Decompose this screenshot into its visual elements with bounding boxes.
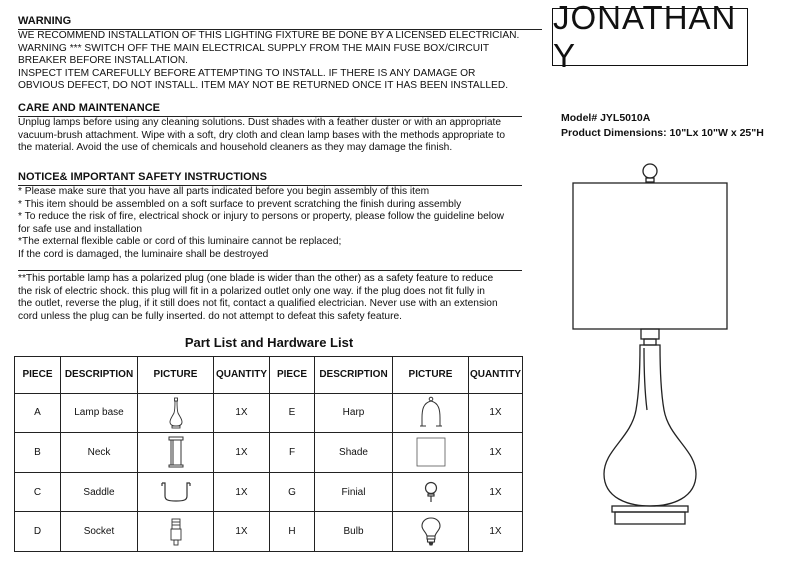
- table-row: [15, 433, 523, 473]
- piece-cell: D: [15, 512, 61, 552]
- header-cell: QUANTITY: [214, 357, 270, 394]
- warning-line: WARNING *** SWITCH OFF THE MAIN ELECTRICAL SUPPLY FROM THE MAIN FUSE BOX/CIRCUIT: [18, 42, 490, 54]
- header-cell: QUANTITY: [469, 357, 523, 394]
- piece-cell: A: [15, 393, 61, 433]
- table-row: [15, 472, 523, 512]
- header-cell: PICTURE: [138, 357, 214, 394]
- picture-cell: [393, 393, 469, 433]
- plug-line: the outlet, reverse the plug, if it still does not fit, contact a qualified electrician. Never use with an extension: [18, 298, 498, 310]
- description-cell: Finial: [315, 472, 393, 512]
- description-cell: Saddle: [61, 472, 138, 512]
- care-line: the material. Avoid the use of chemicals and household cleaners as they may damage the finish.: [18, 142, 453, 154]
- description-cell: Bulb: [315, 512, 393, 552]
- care-line: vacuum-brush attachment. Wipe with a soft, dry cloth and clean lamp bases with the methods appropriate to: [18, 129, 505, 141]
- warning-text: [18, 30, 519, 93]
- notice-line: *The external flexible cable or cord of this luminaire cannot be replaced;: [18, 236, 342, 248]
- description-cell: Neck: [61, 433, 138, 473]
- notice-line: * To reduce the risk of fire, electrical shock or injury to persons or property, please follow the guideline below: [18, 211, 505, 223]
- warning-line: WE RECOMMEND INSTALLATION OF THIS LIGHTING FIXTURE BE DONE BY A LICENSED ELECTRICIAN.: [18, 30, 520, 41]
- piece-cell: C: [15, 472, 61, 512]
- header-cell: PIECE: [15, 357, 61, 394]
- finial-icon: [423, 481, 439, 503]
- warning-line: BREAKER BEFORE INSTALLATION.: [18, 55, 189, 67]
- care-text: [18, 117, 505, 155]
- quantity-cell: 1X: [469, 433, 523, 473]
- picture-cell: [393, 512, 469, 552]
- brand-logo: JONATHAN Y: [552, 8, 748, 66]
- lamp-base-icon: [168, 397, 184, 429]
- saddle-icon: [159, 480, 193, 504]
- header-cell: DESCRIPTION: [61, 357, 138, 394]
- care-heading: CARE AND MAINTENANCE: [18, 102, 160, 114]
- lamp-illustration-icon: [560, 158, 760, 538]
- picture-cell: [393, 433, 469, 473]
- piece-cell: H: [270, 512, 315, 552]
- bulb-icon: [421, 517, 441, 547]
- description-cell: Socket: [61, 512, 138, 552]
- piece-cell: F: [270, 433, 315, 473]
- warning-heading: WARNING: [18, 15, 72, 27]
- picture-cell: [393, 472, 469, 512]
- quantity-cell: 1X: [214, 393, 270, 433]
- notice-line: * This item should be assembled on a soft surface to prevent scratching the finish during assembly: [18, 198, 462, 210]
- care-line: Unplug lamps before using any cleaning solutions. Dust shades with a feather duster or with an appropriate: [18, 117, 502, 128]
- picture-cell: [138, 433, 214, 473]
- notice-line: * Please make sure that you have all parts indicated before you begin assembly of this item: [18, 186, 430, 197]
- piece-cell: E: [270, 393, 315, 433]
- plug-rule: [18, 270, 522, 271]
- header-cell: DESCRIPTION: [315, 357, 393, 394]
- socket-icon: [169, 518, 183, 546]
- notice-line: for safe use and installation: [18, 223, 143, 235]
- plug-line: cord unless the plug can be fully inserted. do not attempt to defeat this safety feature.: [18, 310, 402, 322]
- plug-text: [18, 273, 498, 323]
- piece-cell: B: [15, 433, 61, 473]
- quantity-cell: 1X: [469, 393, 523, 433]
- quantity-cell: 1X: [214, 433, 270, 473]
- neck-icon: [167, 436, 185, 468]
- notice-line: If the cord is damaged, the luminaire shall be destroyed: [18, 248, 269, 260]
- quantity-cell: 1X: [214, 512, 270, 552]
- description-cell: Harp: [315, 393, 393, 433]
- quantity-cell: 1X: [469, 512, 523, 552]
- model-number: Model# JYL5010A: [561, 112, 651, 124]
- product-dimensions: Product Dimensions: 10"Lx 10"W x 25"H: [561, 127, 764, 139]
- plug-line: **This portable lamp has a polarized plug (one blade is wider than the other) as a safety feature to reduce: [18, 273, 494, 284]
- plug-line: the risk of electric shock. this plug will fit in a polarized outlet only one way. if the plug does not fit fully in: [18, 285, 485, 297]
- shade-icon: [416, 437, 446, 467]
- picture-cell: [138, 393, 214, 433]
- header-cell: PICTURE: [393, 357, 469, 394]
- piece-cell: G: [270, 472, 315, 512]
- header-cell: PIECE: [270, 357, 315, 394]
- picture-cell: [138, 512, 214, 552]
- harp-icon: [418, 396, 444, 430]
- quantity-cell: 1X: [214, 472, 270, 512]
- table-header-row: [15, 357, 523, 394]
- description-cell: Lamp base: [61, 393, 138, 433]
- notice-text: [18, 186, 504, 262]
- quantity-cell: 1X: [469, 472, 523, 512]
- table-row: [15, 512, 523, 552]
- parts-table: [14, 356, 523, 552]
- description-cell: Shade: [315, 433, 393, 473]
- warning-line: INSPECT ITEM CAREFULLY BEFORE ATTEMPTING TO INSTALL. IF THERE IS ANY DAMAGE OR: [18, 67, 476, 79]
- picture-cell: [138, 472, 214, 512]
- notice-heading: NOTICE& IMPORTANT SAFETY INSTRUCTIONS: [18, 171, 267, 183]
- warning-line: OBVIOUS DEFECT, DO NOT INSTALL. ITEM MAY NOT BE RETURNED ONCE IT HAS BEEN INSTALLED.: [18, 80, 509, 92]
- parts-list-title: Part List and Hardware List: [184, 335, 354, 350]
- table-row: [15, 393, 523, 433]
